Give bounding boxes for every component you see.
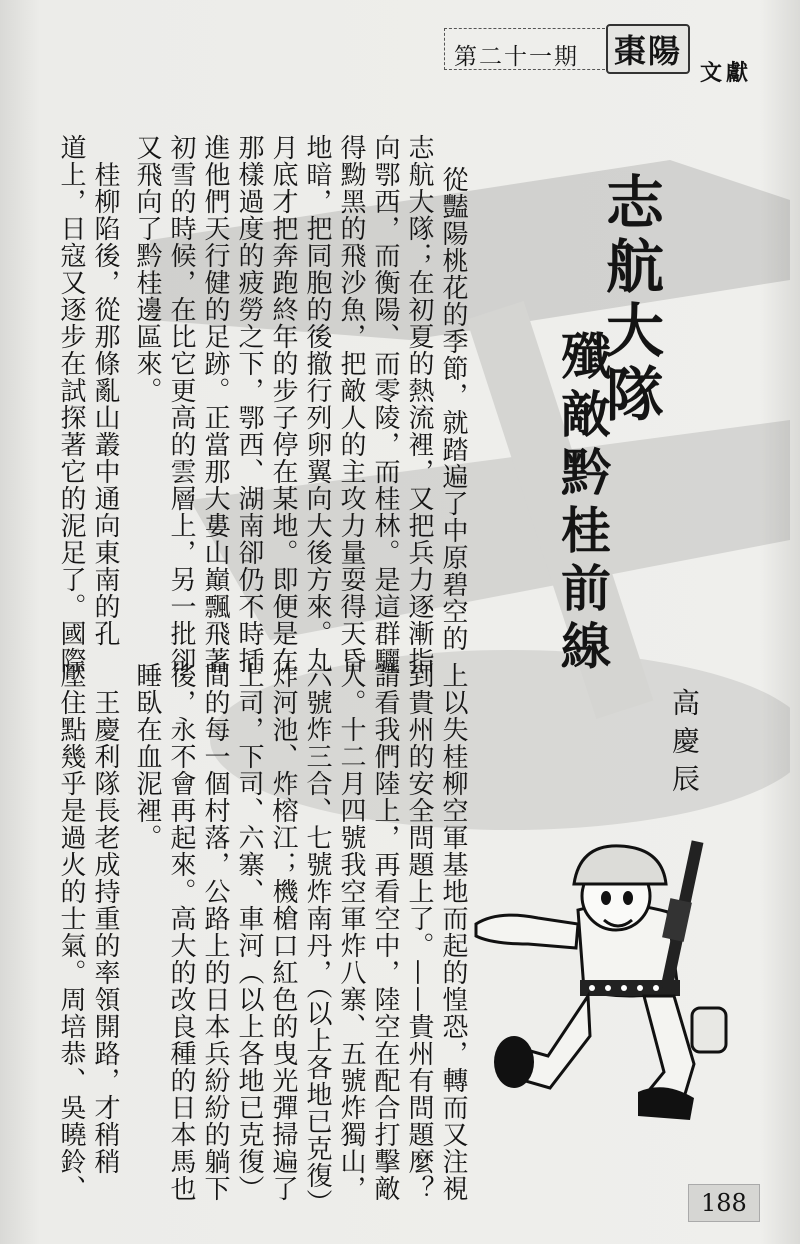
running-header — [444, 22, 774, 88]
text-column: 又飛向了黔桂邊區來。 — [132, 134, 162, 404]
magazine-subtitle: 文獻 — [700, 60, 753, 86]
text-column: 道上，日寇又逐步在試探著它的泥足了。國際 — [56, 134, 86, 674]
text-column: 桂柳陷後，從那條亂山叢中通向東南的孔 — [90, 134, 120, 647]
text-column: 壓住點幾乎是過火的士氣。周培恭、吳曉鈴、 — [56, 662, 86, 1202]
text-column: 炸河池、炸榕江；機槍口紅色的曳光彈掃遍了 — [268, 662, 298, 1202]
magazine-title: 棗陽 — [606, 24, 690, 74]
text-column: 向鄂西，而衡陽、而零陵，而桂林。是這群驪 — [370, 134, 400, 674]
text-column: 王慶利隊長老成持重的率領開路，才稍稍 — [90, 662, 120, 1175]
article-title: 志航大隊 — [596, 172, 664, 428]
text-column: 從豔陽桃花的季節，就踏遍了中原碧空的 — [438, 166, 468, 652]
text-column: 請看我們陸上，再看空中，陸空在配合打擊敵 — [370, 662, 400, 1202]
cartoon-soldier-illustration — [468, 840, 748, 1140]
text-column: 後，永不會再起來。高大的改良種的日本馬也 — [166, 662, 196, 1202]
text-column: 得黝黑的飛沙魚，把敵人的主攻力量耍得天昏 — [336, 134, 366, 674]
text-column: 初雪的時候，在比它更高的雲層上，另一批卻 — [166, 134, 196, 674]
text-column: 人。十二月四號我空軍炸八寨、五號炸獨山， — [336, 662, 366, 1202]
article-subtitle: 殲敵黔桂前線 — [553, 330, 612, 678]
author-name: 高慶辰 — [668, 688, 701, 802]
text-column: 志航大隊；在初夏的熱流裡，又把兵力逐漸指 — [404, 134, 434, 674]
text-column: 那樣過度的疲勞之下，鄂西、湖南卻仍不時插 — [234, 134, 264, 674]
text-column: 月底才把奔跑終年的步子停在某地。即便是在 — [268, 134, 298, 674]
issue-number: 第二十一期 — [454, 44, 579, 70]
text-column: 地暗，把同胞的後撤行列卵翼向大後方來。九 — [302, 134, 332, 674]
text-column: 六號炸三合、七號炸南丹，（以上各地已克復） — [302, 662, 332, 1216]
text-column: 上司，下司、六寨、車河（以上各地已克復） — [234, 662, 264, 1202]
text-column: 進他們天行健的足跡。正當那大婁山巔飄飛著 — [200, 134, 230, 674]
text-column: 睡臥在血泥裡。 — [132, 662, 162, 851]
text-column: 間的每一個村落，公路上的日本兵紛紛的躺下 — [200, 662, 230, 1202]
page-number: 188 — [688, 1184, 760, 1222]
text-column: 到貴州的安全問題上了。——貴州有問題麼？ — [404, 662, 434, 1202]
text-column: 上以失桂柳空軍基地而起的惶恐，轉而又注視 — [438, 662, 468, 1202]
